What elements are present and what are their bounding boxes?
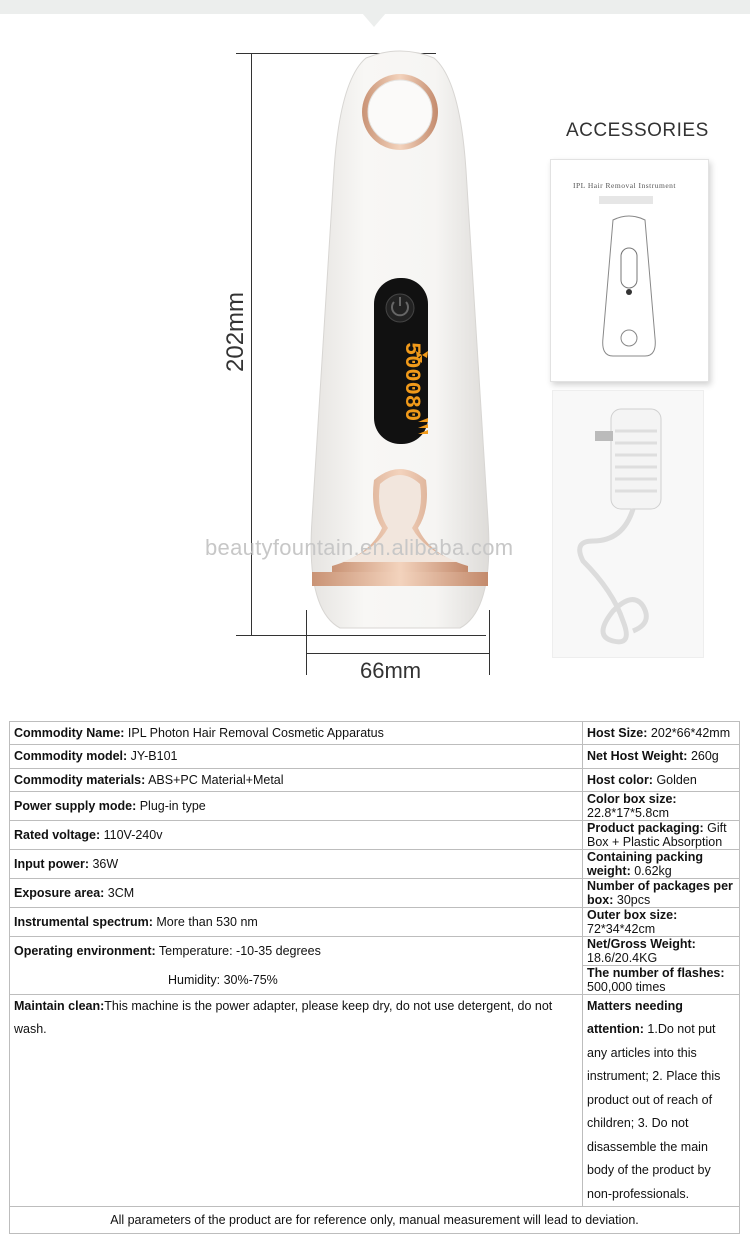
top-ring-inner xyxy=(368,80,432,144)
table-row xyxy=(10,722,740,745)
table-row xyxy=(10,745,740,768)
spec-label: Number of packages per box: xyxy=(587,878,733,907)
spec-label: Product packaging: xyxy=(587,820,704,835)
spec-value: 22.8*17*5.8cm xyxy=(587,805,670,820)
spec-value: 18.6/20.4KG xyxy=(587,950,658,965)
spec-label: Exposure area: xyxy=(14,885,105,900)
spec-label: Matters needing attention: xyxy=(587,998,683,1037)
spec-value: JY-B101 xyxy=(127,749,178,764)
flash-count: 500080 xyxy=(399,342,424,422)
spec-label: Maintain clean: xyxy=(14,998,105,1013)
spec-label: Host color: xyxy=(587,772,653,787)
spec-value: 3CM xyxy=(104,885,135,900)
spec-value: 0.62kg xyxy=(630,863,672,878)
spec-value: 1.Do not put any articles into this instrument; 2. Place this product out of reach of children; 3. Do not disassemble the main body of the product by non-professionals. xyxy=(587,1022,721,1201)
table-row xyxy=(10,1207,740,1234)
spec-label: Power supply mode: xyxy=(14,798,137,813)
spec-label: Instrumental spectrum: xyxy=(14,914,153,929)
top-notch xyxy=(362,13,386,27)
table-row xyxy=(10,907,740,936)
spec-value: Gift Box + Plastic Absorption xyxy=(587,820,727,849)
table-row xyxy=(10,849,740,878)
width-label: 66mm xyxy=(360,658,422,683)
spec-value: 110V-240v xyxy=(100,827,163,842)
gold-band xyxy=(312,572,488,586)
watermark: beautyfountain.en.alibaba.com xyxy=(205,535,514,560)
top-bar xyxy=(0,0,750,14)
user-manual-image xyxy=(550,159,709,382)
spec-label: Operating environment: xyxy=(14,944,156,959)
table-row xyxy=(10,768,740,791)
spec-value: 72*34*42cm xyxy=(587,921,656,936)
spec-value: ABS+PC Material+Metal xyxy=(145,772,284,787)
spec-value: Humidity: 30%-75% xyxy=(168,972,278,987)
table-row xyxy=(10,994,740,1207)
spec-value: Temperature: -10-35 degrees xyxy=(155,944,321,959)
spec-label: Containing packing weight: xyxy=(587,849,703,878)
power-adapter-image xyxy=(552,390,704,658)
spec-label: Color box size: xyxy=(587,791,677,806)
table-row xyxy=(10,965,740,994)
spec-value: Plug-in type xyxy=(136,798,206,813)
spec-label: Net/Gross Weight: xyxy=(587,936,696,951)
spec-label: Outer box size: xyxy=(587,907,678,922)
width-dimension-line xyxy=(306,653,489,654)
manual-title: IPL Hair Removal Instrument xyxy=(573,181,676,190)
spec-label: Host Size: xyxy=(587,726,648,741)
accessories-title: ACCESSORIES xyxy=(566,120,709,141)
table-row xyxy=(10,878,740,907)
table-row xyxy=(10,791,740,820)
spec-label: Commodity materials: xyxy=(14,772,146,787)
spec-value: 260g xyxy=(687,749,719,764)
spec-value: IPL Photon Hair Removal Cosmetic Apparatus xyxy=(124,726,384,741)
spec-value: 36W xyxy=(89,856,119,871)
spec-label: Net Host Weight: xyxy=(587,749,688,764)
spec-value: More than 530 nm xyxy=(152,914,258,929)
spec-value: 30pcs xyxy=(613,892,651,907)
spec-label: The number of flashes: xyxy=(587,965,725,980)
spec-label: Commodity model: xyxy=(14,749,128,764)
spec-value: Golden xyxy=(652,772,697,787)
spec-value: 500,000 times xyxy=(587,979,666,994)
spec-label: Input power: xyxy=(14,856,89,871)
spec-value: 202*66*42mm xyxy=(647,726,731,741)
height-label: 202mm xyxy=(222,291,249,372)
table-row xyxy=(10,936,740,965)
spec-label: Commodity Name: xyxy=(14,726,125,741)
table-row xyxy=(10,820,740,849)
spec-value: This machine is the power adapter, please keep dry, do not use detergent, do not wash. xyxy=(14,998,553,1037)
spec-label: Rated voltage: xyxy=(14,827,101,842)
footnote: All parameters of the product are for reference only, manual measurement will lead to deviation. xyxy=(10,1207,740,1234)
specification-table xyxy=(9,721,740,1234)
